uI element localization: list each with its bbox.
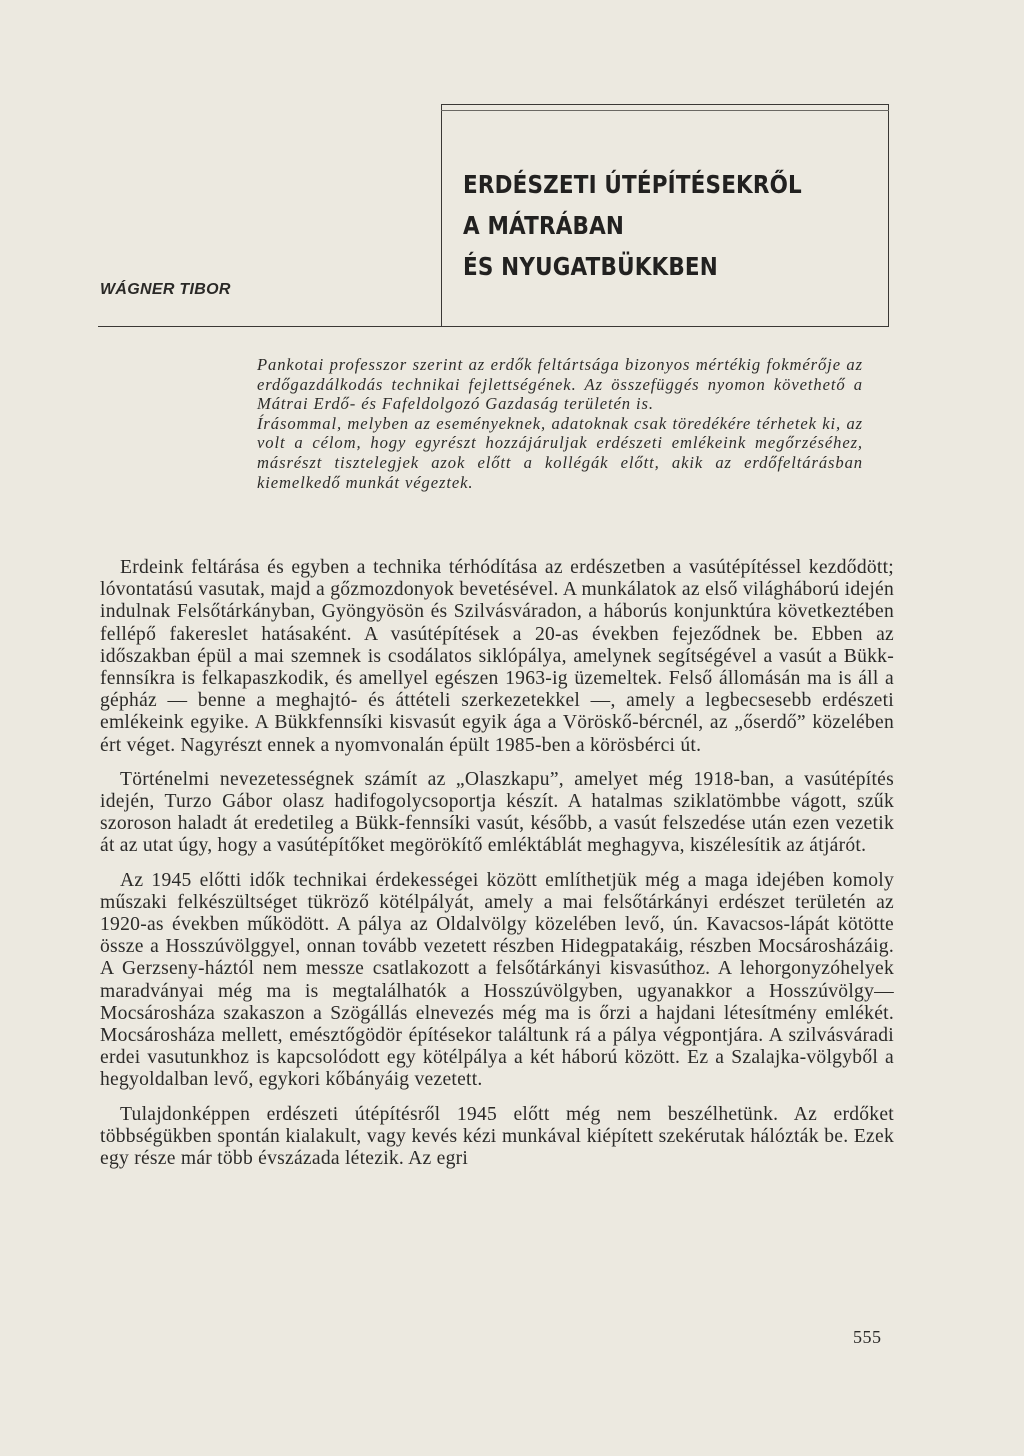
header-rule: [98, 326, 889, 327]
author-name: WÁGNER TIBOR: [100, 281, 231, 298]
page-number: 555: [853, 1327, 882, 1347]
abstract-paragraph-2: Írásommal, melyben az eseményeknek, adatoknak csak töredékére térhetek ki, az volt a célom, hogy egyrészt hozzájáruljak erdészeti emlékeink megőrzéséhez, másrészt tisztelegjek azok előtt a kollégák előtt, akik az erdőfeltárásban kiemelkedő munkát végeztek.: [257, 413, 863, 492]
body-paragraph-2: Történelmi nevezetességnek számít az „Olaszkapu”, amelyet még 1918-ban, a vasútépítés idején, Turzo Gábor olasz hadifogolycsoportja készít. A hatalmas sziklatömbbe vágott, szűk szoroson haladt át eredetileg a Bükk-fennsíki vasút, később, a vasút felszedése után ezen vezetik át az utat úgy, hogy a vasútépítőket megörökítő emléktáblát meghagyva, kiszélesítik az átjárót.: [100, 768, 894, 857]
abstract-paragraph-1: Pankotai professzor szerint az erdők feltártsága bizonyos mértékig fokmérője az erdőgazdálkodás technikai fejlettségének. Az összefüggés nyomon követhető a Mátrai Erdő- és Fafeldolgozó Gazdaság területén is.: [257, 355, 863, 414]
body-paragraph-1: Erdeink feltárása és egyben a technika térhódítása az erdészetben a vasútépítéssel kezdődött; lóvontatású vasutak, majd a gőzmozdonyok bevetésével. A munkálatok az első világháború idején indulnak Felsőtárkányban, Gyöngyösön és Szilvásváradon, a háborús konjunktúra következtében fellépő fakereslet hatásaként. A vasútépítések a 20-as években fejeződnek be. Ebben az időszakban épül a mai szemnek is csodálatos siklópálya, amelynek segítségével a vasút a Bükk-fennsíkra is felkapaszkodik, és amellyel egészen 1963-ig üzemeltek. Felső állomásán ma is áll a gépház — benne a meghajtó- és áttételi szerkezetekkel —, amely a legbecsesebb erdészeti emlékeink egyike. A Bükkfennsíki kisvasút egyik ága a Vöröskő-bércnél, az „őserdő” közelében ért véget. Nagyrészt ennek a nyomvonalán épült 1985-ben a körösbérci út.: [100, 557, 894, 756]
article-body: [100, 557, 894, 1182]
title-frame-inner-rule: [441, 110, 889, 111]
abstract: [257, 355, 863, 492]
title-line-1: ERDÉSZETI ÚTÉPÍTÉSEKRŐL: [463, 170, 802, 199]
body-paragraph-4: Tulajdonképpen erdészeti útépítésről 1945 előtt még nem beszélhetünk. Az erdőket többségükben spontán kialakult, vagy kevés kézi munkával kiépített szekérutak hálózták be. Ezek egy része már több évszázada létezik. Az egri: [100, 1103, 894, 1170]
title-line-3: ÉS NYUGATBÜKKBEN: [463, 252, 718, 281]
title-line-2: A MÁTRÁBAN: [463, 211, 625, 240]
body-paragraph-3: Az 1945 előtti idők technikai érdekességei között említhetjük még a maga idejében komoly műszaki felkészültséget tükröző kötélpályát, amely a mai felsőtárkányi erdészet területén az 1920-as években működött. A pálya az Oldalvölgy közelében levő, ún. Kavacsos-lápát kötötte össze a Hosszúvölggyel, onnan tovább vezetett részben Hidegpatakáig, részben Mocsárosházáig. A Gerzseny-háztól nem messze csatlakozott a felsőtárkányi kisvasúthoz. A lehorgonyzóhelyek maradványai még ma is megtalálhatók a Hosszúvölgyben, ugyanakkor a Hosszúvölgy—Mocsárosháza szakaszon a Szögállás elnevezés még ma is őrzi a hajdani létesítmény emlékét. Mocsárosháza mellett, emésztőgödör építésekor találtunk rá a pálya végpontjára. A szilvásváradi erdei vasutunkhoz is kapcsolódott egy kötélpálya a két háború között. Ez a Szalajka-völgyből a hegyoldalban levő, egykori kőbányáig vezetett.: [100, 869, 894, 1091]
article-title: [463, 164, 816, 287]
